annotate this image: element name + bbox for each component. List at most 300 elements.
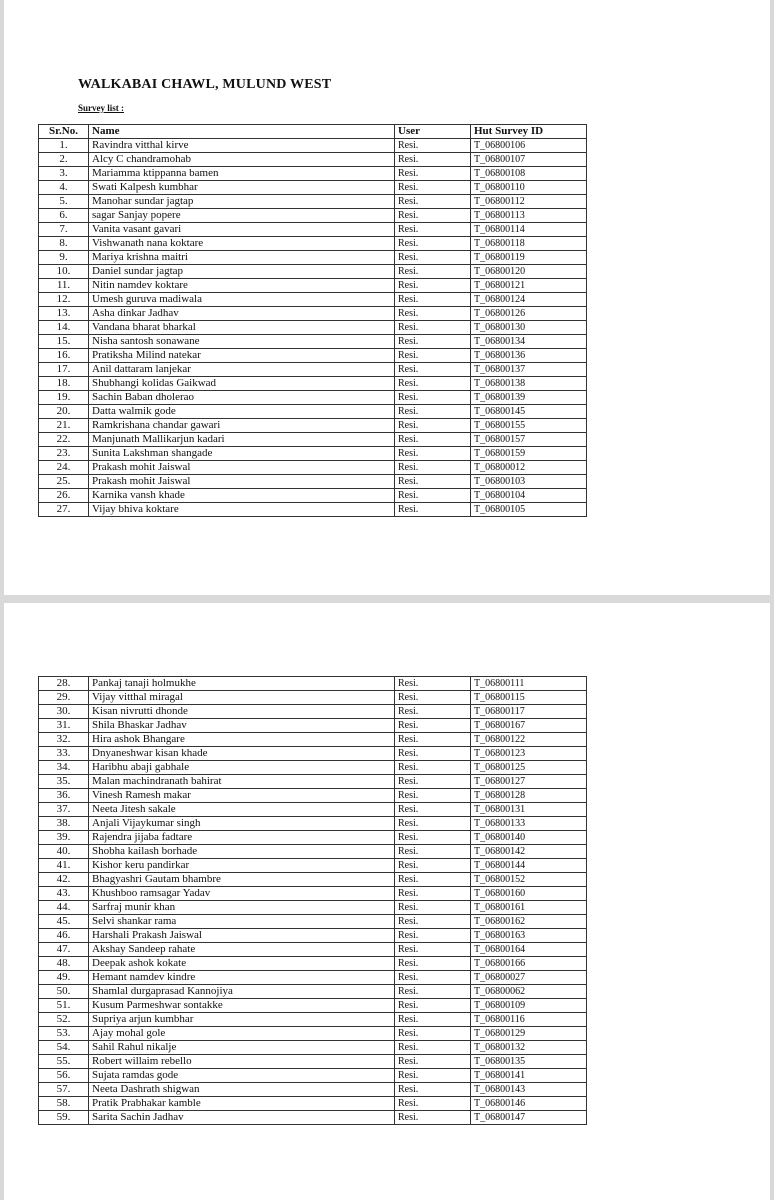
cell-sr-no: 7. [39,223,89,237]
survey-table-page-1 [38,124,587,517]
cell-name: Supriya arjun kumbhar [89,1013,395,1027]
cell-hut-survey-id: T_06800119 [471,251,587,265]
cell-hut-survey-id: T_06800114 [471,223,587,237]
cell-hut-survey-id: T_06800122 [471,733,587,747]
cell-user: Resi. [395,747,471,761]
cell-user: Resi. [395,957,471,971]
cell-sr-no: 3. [39,167,89,181]
cell-user: Resi. [395,1013,471,1027]
cell-user: Resi. [395,265,471,279]
cell-name: Shila Bhaskar Jadhav [89,719,395,733]
cell-hut-survey-id: T_06800145 [471,405,587,419]
cell-sr-no: 35. [39,775,89,789]
cell-sr-no: 46. [39,929,89,943]
cell-sr-no: 8. [39,237,89,251]
cell-sr-no: 23. [39,447,89,461]
cell-user: Resi. [395,139,471,153]
table-row [39,489,587,503]
cell-user: Resi. [395,377,471,391]
cell-hut-survey-id: T_06800136 [471,349,587,363]
cell-hut-survey-id: T_06800144 [471,859,587,873]
cell-hut-survey-id: T_06800126 [471,307,587,321]
table-row [39,705,587,719]
cell-sr-no: 58. [39,1097,89,1111]
cell-hut-survey-id: T_06800125 [471,761,587,775]
cell-hut-survey-id: T_06800159 [471,447,587,461]
cell-sr-no: 11. [39,279,89,293]
table-row [39,985,587,999]
cell-user: Resi. [395,677,471,691]
cell-name: Ajay mohal gole [89,1027,395,1041]
cell-name: Pankaj tanaji holmukhe [89,677,395,691]
cell-name: Anjali Vijaykumar singh [89,817,395,831]
table-row [39,859,587,873]
cell-hut-survey-id: T_06800157 [471,433,587,447]
cell-sr-no: 55. [39,1055,89,1069]
cell-hut-survey-id: T_06800137 [471,363,587,377]
header-user: User [395,125,471,139]
cell-sr-no: 53. [39,1027,89,1041]
header-hut-survey-id: Hut Survey ID [471,125,587,139]
cell-name: Pratik Prabhakar kamble [89,1097,395,1111]
cell-name: Malan machindranath bahirat [89,775,395,789]
cell-user: Resi. [395,209,471,223]
cell-hut-survey-id: T_06800139 [471,391,587,405]
cell-user: Resi. [395,1111,471,1125]
cell-name: Dnyaneshwar kisan khade [89,747,395,761]
cell-user: Resi. [395,845,471,859]
cell-hut-survey-id: T_06800146 [471,1097,587,1111]
table-row [39,251,587,265]
cell-sr-no: 17. [39,363,89,377]
cell-user: Resi. [395,181,471,195]
cell-user: Resi. [395,1083,471,1097]
cell-user: Resi. [395,971,471,985]
cell-name: Sarita Sachin Jadhav [89,1111,395,1125]
table-row [39,167,587,181]
cell-name: Ravindra vitthal kirve [89,139,395,153]
cell-user: Resi. [395,321,471,335]
cell-name: Vinesh Ramesh makar [89,789,395,803]
table-row [39,1097,587,1111]
cell-sr-no: 32. [39,733,89,747]
table-row [39,775,587,789]
cell-name: Karnika vansh khade [89,489,395,503]
cell-hut-survey-id: T_06800131 [471,803,587,817]
cell-hut-survey-id: T_06800167 [471,719,587,733]
cell-name: Sarfraj munir khan [89,901,395,915]
cell-hut-survey-id: T_06800141 [471,1069,587,1083]
cell-user: Resi. [395,279,471,293]
cell-user: Resi. [395,335,471,349]
cell-user: Resi. [395,901,471,915]
cell-name: Selvi shankar rama [89,915,395,929]
cell-name: Neeta Jitesh sakale [89,803,395,817]
cell-user: Resi. [395,489,471,503]
cell-user: Resi. [395,433,471,447]
cell-name: Hira ashok Bhangare [89,733,395,747]
cell-user: Resi. [395,859,471,873]
cell-user: Resi. [395,405,471,419]
table-row [39,181,587,195]
cell-user: Resi. [395,999,471,1013]
cell-user: Resi. [395,195,471,209]
cell-name: Haribhu abaji gabhale [89,761,395,775]
cell-name: Sachin Baban dholerao [89,391,395,405]
cell-user: Resi. [395,733,471,747]
table-row [39,999,587,1013]
cell-hut-survey-id: T_06800138 [471,377,587,391]
survey-list-label: Survey list : [78,103,124,113]
cell-sr-no: 13. [39,307,89,321]
cell-name: Nisha santosh sonawane [89,335,395,349]
cell-hut-survey-id: T_06800128 [471,789,587,803]
cell-hut-survey-id: T_06800164 [471,943,587,957]
cell-sr-no: 44. [39,901,89,915]
cell-hut-survey-id: T_06800116 [471,1013,587,1027]
cell-hut-survey-id: T_06800115 [471,691,587,705]
cell-sr-no: 56. [39,1069,89,1083]
cell-sr-no: 50. [39,985,89,999]
cell-user: Resi. [395,293,471,307]
cell-user: Resi. [395,363,471,377]
table-row [39,1013,587,1027]
document-page-2 [4,603,770,1200]
cell-user: Resi. [395,1055,471,1069]
cell-name: Umesh guruva madiwala [89,293,395,307]
cell-user: Resi. [395,475,471,489]
cell-hut-survey-id: T_06800113 [471,209,587,223]
header-sr-no: Sr.No. [39,125,89,139]
cell-hut-survey-id: T_06800120 [471,265,587,279]
cell-user: Resi. [395,461,471,475]
table-row [39,293,587,307]
cell-hut-survey-id: T_06800110 [471,181,587,195]
table-row [39,789,587,803]
table-row [39,237,587,251]
cell-sr-no: 25. [39,475,89,489]
cell-hut-survey-id: T_06800127 [471,775,587,789]
cell-hut-survey-id: T_06800155 [471,419,587,433]
cell-user: Resi. [395,237,471,251]
cell-name: Robert willaim rebello [89,1055,395,1069]
table-row [39,153,587,167]
cell-name: Asha dinkar Jadhav [89,307,395,321]
cell-name: Rajendra jijaba fadtare [89,831,395,845]
cell-sr-no: 1. [39,139,89,153]
cell-name: Nitin namdev koktare [89,279,395,293]
cell-sr-no: 41. [39,859,89,873]
cell-sr-no: 2. [39,153,89,167]
table-row [39,447,587,461]
cell-sr-no: 9. [39,251,89,265]
table-row [39,419,587,433]
cell-user: Resi. [395,307,471,321]
table-row [39,1083,587,1097]
cell-name: Manohar sundar jagtap [89,195,395,209]
cell-name: Shobha kailash borhade [89,845,395,859]
cell-sr-no: 31. [39,719,89,733]
table-row [39,363,587,377]
table-row [39,475,587,489]
header-name: Name [89,125,395,139]
cell-user: Resi. [395,915,471,929]
cell-sr-no: 52. [39,1013,89,1027]
cell-hut-survey-id: T_06800012 [471,461,587,475]
cell-sr-no: 18. [39,377,89,391]
cell-name: Swati Kalpesh kumbhar [89,181,395,195]
cell-name: Pratiksha Milind natekar [89,349,395,363]
table-row [39,957,587,971]
cell-sr-no: 39. [39,831,89,845]
cell-sr-no: 34. [39,761,89,775]
cell-name: Mariamma ktippanna bamen [89,167,395,181]
cell-sr-no: 59. [39,1111,89,1125]
cell-hut-survey-id: T_06800134 [471,335,587,349]
cell-hut-survey-id: T_06800130 [471,321,587,335]
cell-hut-survey-id: T_06800104 [471,489,587,503]
cell-user: Resi. [395,153,471,167]
cell-hut-survey-id: T_06800117 [471,705,587,719]
cell-hut-survey-id: T_06800112 [471,195,587,209]
table-row [39,265,587,279]
cell-sr-no: 14. [39,321,89,335]
table-row [39,1111,587,1125]
cell-name: Ramkrishana chandar gawari [89,419,395,433]
cell-sr-no: 27. [39,503,89,517]
table-row [39,943,587,957]
table-row [39,873,587,887]
table-row [39,433,587,447]
cell-name: Harshali Prakash Jaiswal [89,929,395,943]
cell-hut-survey-id: T_06800062 [471,985,587,999]
cell-sr-no: 42. [39,873,89,887]
cell-user: Resi. [395,719,471,733]
cell-sr-no: 51. [39,999,89,1013]
cell-name: Neeta Dashrath shigwan [89,1083,395,1097]
cell-name: Khushboo ramsagar Yadav [89,887,395,901]
table-row [39,139,587,153]
cell-user: Resi. [395,447,471,461]
cell-sr-no: 36. [39,789,89,803]
cell-user: Resi. [395,223,471,237]
cell-hut-survey-id: T_06800106 [471,139,587,153]
cell-user: Resi. [395,775,471,789]
table-row [39,887,587,901]
table-row [39,209,587,223]
cell-user: Resi. [395,789,471,803]
cell-hut-survey-id: T_06800103 [471,475,587,489]
cell-sr-no: 43. [39,887,89,901]
cell-sr-no: 33. [39,747,89,761]
cell-name: Alcy C chandramohab [89,153,395,167]
cell-name: Hemant namdev kindre [89,971,395,985]
cell-name: Kishor keru pandirkar [89,859,395,873]
table-row [39,719,587,733]
cell-hut-survey-id: T_06800142 [471,845,587,859]
cell-hut-survey-id: T_06800163 [471,929,587,943]
cell-name: Datta walmik gode [89,405,395,419]
table-row [39,391,587,405]
cell-hut-survey-id: T_06800118 [471,237,587,251]
cell-sr-no: 49. [39,971,89,985]
cell-user: Resi. [395,503,471,517]
cell-name: Daniel sundar jagtap [89,265,395,279]
table-row [39,929,587,943]
table-row [39,915,587,929]
cell-user: Resi. [395,167,471,181]
cell-name: Mariya krishna maitri [89,251,395,265]
cell-user: Resi. [395,943,471,957]
table-row [39,279,587,293]
cell-hut-survey-id: T_06800147 [471,1111,587,1125]
table-row [39,307,587,321]
cell-sr-no: 47. [39,943,89,957]
cell-hut-survey-id: T_06800132 [471,1041,587,1055]
cell-name: Prakash mohit Jaiswal [89,475,395,489]
cell-user: Resi. [395,251,471,265]
cell-name: Vijay vitthal miragal [89,691,395,705]
table-header-row [39,125,587,139]
table-row [39,733,587,747]
cell-name: Bhagyashri Gautam bhambre [89,873,395,887]
cell-user: Resi. [395,349,471,363]
cell-user: Resi. [395,419,471,433]
cell-user: Resi. [395,803,471,817]
cell-sr-no: 16. [39,349,89,363]
cell-sr-no: 54. [39,1041,89,1055]
table-row [39,817,587,831]
table-row [39,1041,587,1055]
cell-hut-survey-id: T_06800135 [471,1055,587,1069]
cell-name: Vanita vasant gavari [89,223,395,237]
table-row [39,971,587,985]
cell-sr-no: 19. [39,391,89,405]
table-row [39,195,587,209]
cell-sr-no: 6. [39,209,89,223]
cell-name: Kisan nivrutti dhonde [89,705,395,719]
table-row [39,845,587,859]
cell-user: Resi. [395,391,471,405]
cell-user: Resi. [395,887,471,901]
cell-name: sagar Sanjay popere [89,209,395,223]
cell-sr-no: 38. [39,817,89,831]
cell-sr-no: 5. [39,195,89,209]
cell-hut-survey-id: T_06800129 [471,1027,587,1041]
cell-hut-survey-id: T_06800111 [471,677,587,691]
cell-name: Manjunath Mallikarjun kadari [89,433,395,447]
cell-user: Resi. [395,761,471,775]
cell-sr-no: 21. [39,419,89,433]
cell-name: Akshay Sandeep rahate [89,943,395,957]
survey-table-page-2 [38,676,587,1125]
cell-name: Prakash mohit Jaiswal [89,461,395,475]
cell-hut-survey-id: T_06800160 [471,887,587,901]
cell-user: Resi. [395,691,471,705]
cell-hut-survey-id: T_06800027 [471,971,587,985]
cell-sr-no: 37. [39,803,89,817]
table-row [39,803,587,817]
cell-name: Vijay bhiva koktare [89,503,395,517]
table-row [39,223,587,237]
cell-name: Shubhangi kolidas Gaikwad [89,377,395,391]
cell-sr-no: 28. [39,677,89,691]
cell-hut-survey-id: T_06800143 [471,1083,587,1097]
cell-name: Anil dattaram lanjekar [89,363,395,377]
cell-sr-no: 30. [39,705,89,719]
cell-hut-survey-id: T_06800140 [471,831,587,845]
cell-user: Resi. [395,831,471,845]
cell-user: Resi. [395,1041,471,1055]
cell-user: Resi. [395,817,471,831]
table-row [39,405,587,419]
cell-user: Resi. [395,1069,471,1083]
table-row [39,677,587,691]
table-row [39,1027,587,1041]
cell-name: Sahil Rahul nikalje [89,1041,395,1055]
cell-hut-survey-id: T_06800107 [471,153,587,167]
cell-sr-no: 24. [39,461,89,475]
cell-name: Kusum Parmeshwar sontakke [89,999,395,1013]
cell-sr-no: 26. [39,489,89,503]
table-row [39,1069,587,1083]
cell-sr-no: 15. [39,335,89,349]
table-row [39,321,587,335]
cell-hut-survey-id: T_06800152 [471,873,587,887]
cell-name: Deepak ashok kokate [89,957,395,971]
cell-name: Shamlal durgaprasad Kannojiya [89,985,395,999]
cell-sr-no: 48. [39,957,89,971]
page-title: WALKABAI CHAWL, MULUND WEST [78,77,332,92]
table-row [39,901,587,915]
cell-sr-no: 22. [39,433,89,447]
cell-user: Resi. [395,705,471,719]
cell-hut-survey-id: T_06800121 [471,279,587,293]
cell-user: Resi. [395,1027,471,1041]
table-row [39,747,587,761]
cell-name: Vishwanath nana koktare [89,237,395,251]
cell-sr-no: 57. [39,1083,89,1097]
cell-hut-survey-id: T_06800123 [471,747,587,761]
cell-sr-no: 45. [39,915,89,929]
cell-sr-no: 10. [39,265,89,279]
table-row [39,377,587,391]
document-page-1 [4,0,770,595]
cell-hut-survey-id: T_06800108 [471,167,587,181]
cell-sr-no: 12. [39,293,89,307]
cell-hut-survey-id: T_06800161 [471,901,587,915]
cell-name: Vandana bharat bharkal [89,321,395,335]
cell-sr-no: 4. [39,181,89,195]
table-row [39,691,587,705]
table-row [39,461,587,475]
table-row [39,1055,587,1069]
cell-hut-survey-id: T_06800109 [471,999,587,1013]
cell-user: Resi. [395,1097,471,1111]
cell-hut-survey-id: T_06800162 [471,915,587,929]
table-row [39,335,587,349]
table-row [39,349,587,363]
cell-hut-survey-id: T_06800166 [471,957,587,971]
cell-user: Resi. [395,985,471,999]
table-row [39,831,587,845]
cell-name: Sujata ramdas gode [89,1069,395,1083]
cell-user: Resi. [395,929,471,943]
cell-sr-no: 29. [39,691,89,705]
table-row [39,503,587,517]
cell-name: Sunita Lakshman shangade [89,447,395,461]
cell-hut-survey-id: T_06800124 [471,293,587,307]
